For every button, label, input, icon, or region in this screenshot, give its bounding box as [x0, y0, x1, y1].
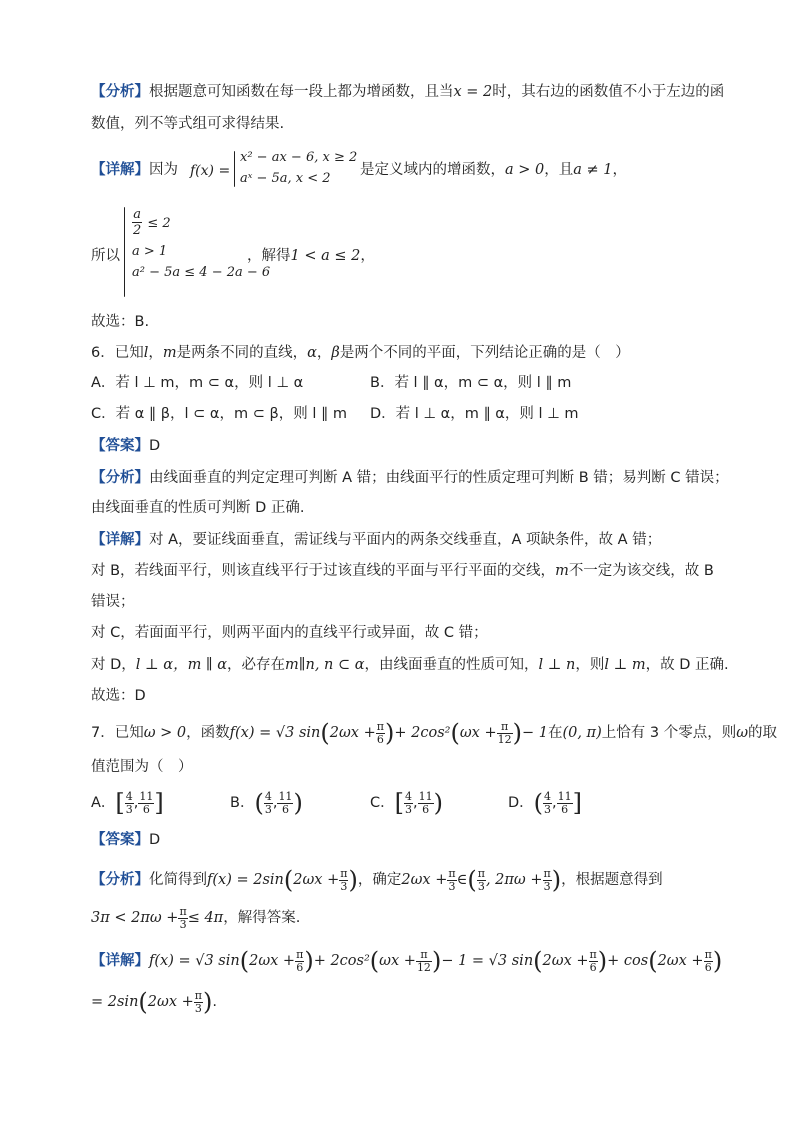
text: 对 B，若线面平行，则该直线平行于过该直线的平面与平行平面的交线，: [91, 563, 556, 579]
text: ，故 D 正确.: [645, 657, 729, 673]
math: ω > 0: [143, 725, 187, 741]
den: 6: [561, 802, 569, 816]
q6-analysis1: [91, 468, 729, 488]
text: 数值，列不等式组可求得结果.: [91, 116, 285, 132]
q6-pick: [91, 686, 146, 706]
p5-solve: [247, 246, 375, 266]
text: ，则: [575, 657, 605, 673]
p5-analysis-line2: [91, 114, 284, 134]
label: B．: [230, 795, 255, 811]
text: 在: [547, 725, 563, 741]
math: 2ωx +: [542, 953, 589, 969]
text: ，确定: [357, 872, 402, 888]
q6-stem: [91, 343, 630, 363]
num: π: [589, 947, 597, 961]
text: 是两条不同的直线，: [176, 345, 308, 361]
text: 对 A，要证线面垂直，需证线与平面内的两条交线垂直，A 项缺条件，故 A 错；: [149, 532, 662, 548]
den: 6: [422, 802, 430, 816]
text: 不一定为该交线，故 B: [568, 563, 714, 579]
text: ，由线面垂直的性质可知，: [364, 657, 539, 673]
system-eq1: [132, 207, 171, 238]
answer-tag: 【答案】: [91, 438, 149, 454]
text: 的取: [748, 725, 778, 741]
num: 11: [557, 789, 572, 803]
num: π: [340, 866, 348, 880]
den: 3: [194, 1001, 202, 1015]
math: − 1: [521, 725, 548, 741]
p5-analysis-line1: [91, 82, 724, 102]
q6-option-b: [370, 373, 571, 393]
piecewise-case2: aˣ − 5a, x < 2: [240, 171, 331, 186]
math: f(x) = 2sin: [207, 872, 284, 888]
label: C．: [370, 795, 395, 811]
math: − 1 = √3 sin: [441, 953, 534, 969]
text: 由线面垂直的性质可判断 D 正确.: [91, 500, 305, 516]
math: + cos: [607, 953, 649, 969]
analysis-tag: 【分析】: [91, 84, 149, 100]
answer-tag: 【答案】: [91, 832, 149, 848]
q7-stem2: [91, 757, 193, 777]
detail-tag: 【详解】: [91, 953, 149, 969]
system-eq3: a² − 5a ≤ 4 − 2a − 6: [132, 265, 271, 280]
math: ≤ 4π: [187, 910, 224, 926]
text: A．若 l ⊥ m，m ⊂ α，则 l ⊥ α: [91, 375, 304, 391]
piecewise-brace: [234, 151, 235, 187]
den: 12: [416, 960, 431, 974]
text: 根据题意可知函数在每一段上都为增函数，且当: [149, 84, 454, 100]
text: ，解得答案.: [223, 910, 301, 926]
den: 3: [543, 879, 551, 893]
num: 4: [544, 789, 552, 803]
num: 4: [125, 789, 133, 803]
text: ，: [316, 345, 332, 361]
math: a ≠ 1: [573, 162, 613, 178]
rest: ≤ 2: [147, 216, 171, 231]
num: 11: [278, 789, 293, 803]
text: B．若 l ∥ α，m ⊂ α，则 l ∥ m: [370, 375, 572, 391]
label: A．: [91, 795, 116, 811]
num: π: [477, 866, 485, 880]
q7-detail2: = 2sin(2ωx + $\frac{\pi}{3}$ ).: [91, 988, 217, 1016]
q6-option-d: [370, 404, 578, 424]
q7-detail1: 【详解】f(x) = √3 sin(2ωx + $\frac{\pi}{6}$ )+ 2cos²(ωx + $\frac{\pi}{12}$ )− 1 = √3 sin(2ωx + $\frac{\pi}{6}$ )+ cos(2ωx + $\frac{\pi}{6}$ ): [91, 947, 723, 975]
math: ω: [736, 725, 749, 741]
math: α: [307, 345, 317, 361]
q7-option-a: A．[ $\frac{4}{3}$ , $\frac{11}{6}$ ]: [91, 789, 164, 817]
math: l ⊥ n: [538, 657, 576, 673]
q7-stem: 7．已知ω > 0，函数f(x) = √3 sin(2ωx + $\frac{\pi}{6}$ )+ 2cos²(ωx + $\frac{\pi}{12}$ )− 1在(0, π)上恰有 3 个零点，则ω的取: [91, 719, 778, 747]
den: 6: [281, 802, 289, 816]
text: C．若 α ∥ β，l ⊂ α，m ⊂ β，则 l ∥ m: [91, 406, 347, 422]
den: 6: [704, 960, 712, 974]
den: 3: [340, 879, 348, 893]
text: 所以: [91, 248, 120, 264]
q7-inequality: [91, 903, 300, 933]
den: 3: [448, 879, 456, 893]
text: 6．已知: [91, 345, 144, 361]
q6-detail5: [91, 655, 729, 675]
text: 是两个不同的平面，下列结论正确的是（ ）: [339, 345, 630, 361]
math: ∈: [456, 872, 468, 888]
text: 是定义域内的增函数，: [360, 162, 505, 178]
den: 3: [405, 802, 412, 816]
math: 2ωx +: [401, 872, 448, 888]
q6-answer: [91, 436, 160, 456]
q7-option-c: C．[ $\frac{4}{3}$ , $\frac{11}{6}$ ): [370, 789, 443, 817]
math: x = 2: [453, 84, 493, 100]
math: l ⊥ m: [604, 657, 646, 673]
text: D: [149, 832, 161, 848]
analysis-tag: 【分析】: [91, 872, 149, 888]
text: 对 C，若面面平行，则两平面内的直线平行或异面，故 C 错；: [91, 625, 488, 641]
math: 2ωx +: [293, 872, 340, 888]
num: π: [416, 949, 432, 962]
math: 3π < 2πω +: [91, 910, 179, 926]
den: 2: [133, 223, 142, 238]
num: π: [296, 947, 304, 961]
text: D: [149, 438, 161, 454]
num: 4: [405, 789, 412, 803]
math: l: [143, 345, 149, 361]
text: 故选：B.: [91, 314, 150, 330]
math: + 2cos²: [394, 725, 451, 741]
num: 11: [418, 789, 433, 803]
num: π: [194, 988, 203, 1002]
math: , 2πω +: [485, 872, 543, 888]
math: = 2sin: [91, 994, 139, 1010]
q7-analysis: 【分析】化简得到f(x) = 2sin(2ωx + $\frac{\pi}{3}$ )，确定2ωx + $\frac{\pi}{3}$ ∈( $\frac{\pi}{3}$ , 2πω + $\frac{\pi}{3}$ )，根据题意得到: [91, 866, 663, 894]
math: m: [162, 345, 177, 361]
text: 由线面垂直的判定定理可判断 A 错；由线面平行的性质定理可判断 B 错；易判断 C 错误；: [149, 470, 729, 486]
math: 2ωx +: [249, 953, 296, 969]
math: l ⊥ α，m ∥ α: [135, 657, 228, 673]
num: π: [179, 904, 187, 918]
den: 12: [497, 732, 512, 746]
text: ，: [360, 248, 375, 264]
text: D．若 l ⊥ α，m ∥ α，则 l ⊥ m: [370, 406, 579, 422]
math: f(x) = √3 sin: [229, 725, 321, 741]
den: 6: [376, 732, 384, 746]
q7-option-b: B．( $\frac{4}{3}$ , $\frac{11}{6}$ ): [230, 789, 303, 817]
den: 3: [125, 802, 133, 816]
num: π: [704, 947, 712, 961]
text: 错误；: [91, 594, 135, 610]
math: ωx +: [379, 953, 416, 969]
den: 3: [544, 802, 552, 816]
num: π: [376, 719, 384, 733]
math: β: [331, 345, 340, 361]
math: 1 < a ≤ 2: [290, 248, 361, 264]
math: 2ωx +: [657, 953, 704, 969]
text: 时，其右边的函数值不小于左边的函: [492, 84, 725, 100]
q6-detail2: [91, 561, 714, 581]
den: 3: [179, 917, 187, 931]
q7-answer: [91, 830, 160, 850]
math: (0, π): [562, 725, 602, 741]
text: ，: [612, 162, 627, 178]
p5-pick: [91, 312, 149, 332]
math: 2ωx +: [329, 725, 376, 741]
fx: f(x) =: [190, 163, 231, 179]
math: a > 0: [505, 162, 545, 178]
num: 11: [139, 789, 154, 803]
text: ，根据题意得到: [561, 872, 663, 888]
text: 上恰有 3 个零点，则: [601, 725, 737, 741]
math: 2ωx +: [147, 994, 194, 1010]
text: 对 D，: [91, 657, 136, 673]
q6-detail1: [91, 530, 661, 550]
q6-option-c: [91, 404, 347, 424]
num: π: [497, 721, 513, 734]
den: 6: [589, 960, 597, 974]
text: ，且: [544, 162, 574, 178]
p5-so: [91, 246, 120, 266]
p5-detail-line: [91, 160, 178, 180]
den: 6: [296, 960, 304, 974]
text: ，必存在: [227, 657, 286, 673]
text: 值范围为（ ）: [91, 759, 193, 775]
num: a: [133, 207, 142, 222]
text: 化简得到: [149, 872, 207, 888]
system-brace: [124, 207, 125, 297]
q7-option-d: D．( $\frac{4}{3}$ , $\frac{11}{6}$ ]: [508, 789, 583, 817]
piecewise-case1: x² − ax − 6, x ≥ 2: [240, 150, 358, 165]
text: 因为: [149, 162, 178, 178]
den: 3: [264, 802, 272, 816]
p5-detail-tail: [360, 160, 627, 180]
q6-option-a: [91, 373, 303, 393]
text: .: [212, 994, 217, 1010]
math: + 2cos²: [313, 953, 370, 969]
math: ωx +: [459, 725, 497, 741]
text: 故选：D: [91, 688, 146, 704]
math: m∥n, n ⊂ α: [285, 657, 365, 673]
math: f(x) = √3 sin: [149, 953, 240, 969]
text: ，函数: [186, 725, 230, 741]
den: 6: [142, 802, 150, 816]
num: 4: [264, 789, 272, 803]
detail-tag: 【详解】: [91, 162, 149, 178]
q6-analysis2: [91, 498, 305, 518]
text: ，解得: [247, 248, 291, 264]
text: ，: [148, 345, 163, 361]
q6-detail3: [91, 592, 135, 612]
den: 3: [477, 879, 485, 893]
text: 7．已知: [91, 725, 144, 741]
q6-detail4: [91, 623, 488, 643]
math: m: [555, 563, 569, 579]
label: D．: [508, 795, 534, 811]
system-eq2: a > 1: [132, 244, 168, 259]
num: π: [448, 866, 456, 880]
num: π: [543, 866, 551, 880]
analysis-tag: 【分析】: [91, 470, 149, 486]
detail-tag: 【详解】: [91, 532, 149, 548]
